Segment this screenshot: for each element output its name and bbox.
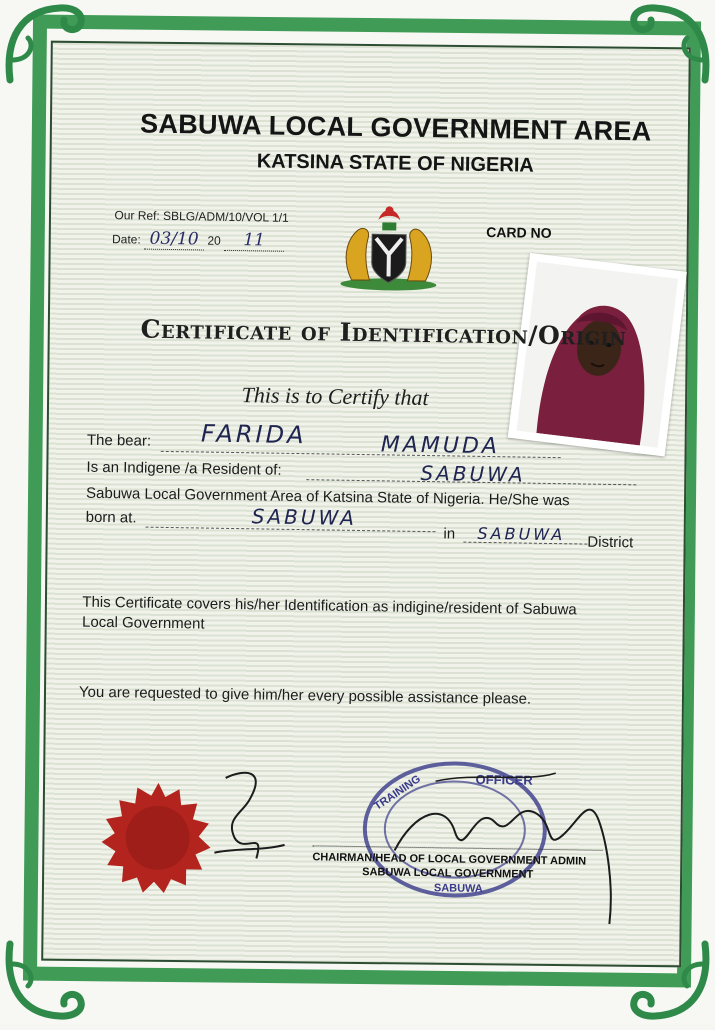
bearer-photo <box>508 253 687 457</box>
district-name: SABUWA <box>477 523 566 545</box>
page-title: SABUWA LOCAL GOVERNMENT AREA <box>139 108 652 147</box>
red-seal-icon <box>98 778 218 898</box>
district-label: District <box>587 533 634 552</box>
date-row <box>112 228 284 252</box>
page-subtitle: KATSINA STATE OF NIGERIA <box>256 150 534 177</box>
stamp-bottom-text: SABUWA <box>433 882 483 895</box>
resident-place: SABUWA <box>420 460 526 487</box>
signatory-office: SABUWA LOCAL GOVERNMENT <box>362 866 534 881</box>
covers-line-1: This Certificate covers his/her Identification as indigine/resident of Sabuwa <box>82 593 577 619</box>
bearer-portrait-image <box>517 262 678 448</box>
reference-number: Our Ref: SBLG/ADM/10/VOL 1/1 <box>114 208 289 225</box>
date-year: 11 <box>224 230 284 252</box>
assistance-request: You are requested to give him/her every possible assistance please. <box>78 683 532 708</box>
bearer-line <box>161 451 561 458</box>
card-number-label: CARD NO <box>486 223 552 241</box>
date-day-month: 03/10 <box>144 229 204 251</box>
covers-line-2: Local Government <box>81 613 205 633</box>
stamp-top-text: OFFICER <box>475 771 533 788</box>
resident-label: Is an Indigene /a Resident of: <box>86 458 282 479</box>
area-sentence: Sabuwa Local Government Area of Katsina State of Nigeria. He/She was <box>85 484 570 510</box>
born-label: born at. <box>85 508 137 527</box>
stamp-left-text: TRAINING <box>372 773 423 813</box>
left-signature <box>204 758 296 879</box>
certificate-heading: Certificate of Identification/Origin <box>140 314 627 352</box>
bearer-last-name: MAMUDA <box>380 432 501 460</box>
coat-of-arms-icon <box>329 200 448 294</box>
born-place: SABUWA <box>251 504 358 530</box>
bearer-label: The bear: <box>86 431 152 450</box>
signatory-title: CHAIRMAN/HEAD OF LOCAL GOVERNMENT ADMIN <box>312 851 587 868</box>
date-label: Date: <box>111 232 141 247</box>
in-label: in <box>443 525 456 543</box>
bearer-first-name: FARIDA <box>200 419 307 450</box>
date-century: 20 <box>207 233 221 248</box>
certify-intro: This is to Certify that <box>241 382 429 411</box>
